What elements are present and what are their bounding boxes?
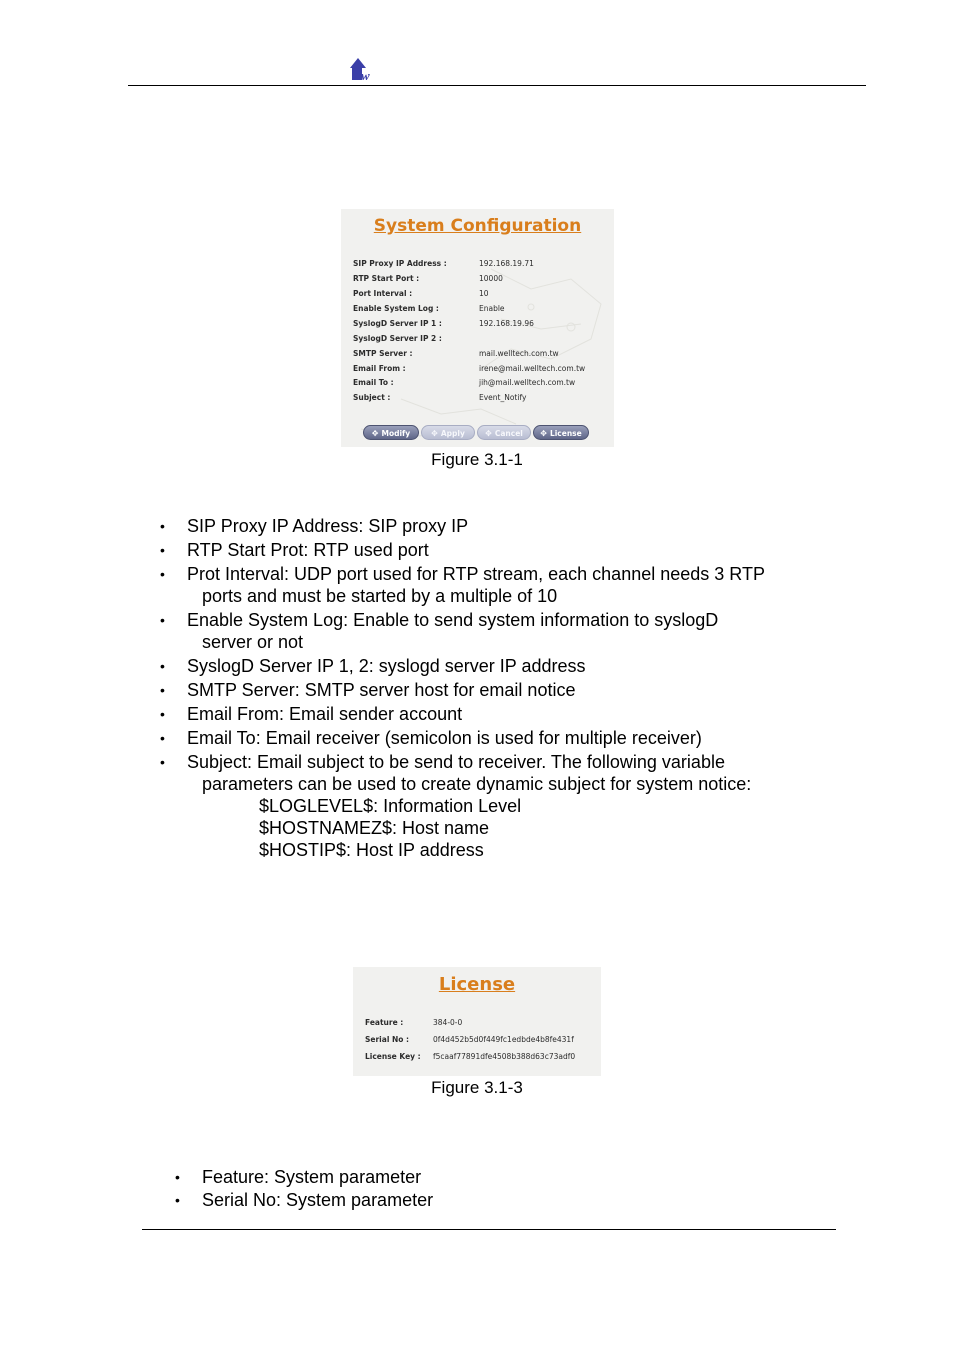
setting-value: Event_Notify — [479, 393, 527, 402]
list-item: • SyslogD Server IP 1, 2: syslogd server IP address — [160, 656, 586, 676]
setting-value: 10000 — [479, 274, 503, 283]
setting-label: SIP Proxy IP Address : — [353, 259, 447, 268]
setting-row — [341, 377, 614, 389]
list-item: • Feature: System parameter — [175, 1167, 422, 1187]
apply-button[interactable] — [421, 425, 475, 440]
license-row — [353, 1051, 601, 1063]
move-icon: ✥ — [371, 429, 379, 438]
setting-label: Subject : — [353, 393, 391, 402]
panel-title: System Configuration — [373, 216, 582, 236]
setting-label: Enable System Log : — [353, 304, 439, 313]
list-item: • Serial No: System parameter — [175, 1190, 434, 1210]
setting-row — [341, 258, 614, 270]
license-label: License Key : — [365, 1052, 421, 1061]
setting-row — [341, 392, 614, 404]
system-configuration-panel — [341, 209, 614, 447]
list-item: • SMTP Server: SMTP server host for email notice — [160, 680, 576, 700]
figure-caption: Figure 3.1-1 — [431, 450, 523, 469]
setting-label: SyslogD Server IP 2 : — [353, 334, 442, 343]
settings-description-list — [160, 515, 840, 861]
cancel-button-label: Cancel — [494, 429, 523, 438]
setting-row — [341, 273, 614, 285]
apply-button-label: Apply — [440, 429, 465, 438]
setting-value: 192.168.19.96 — [479, 319, 534, 328]
setting-value: jih@mail.welltech.com.tw — [479, 378, 576, 387]
svg-text:w: w — [361, 68, 370, 82]
company-logo-icon — [350, 56, 380, 82]
move-icon: ✥ — [540, 429, 547, 438]
list-item: • Email To: Email receiver (semicolon is used for multiple receiver) — [160, 728, 702, 748]
footer-divider — [142, 1229, 836, 1230]
setting-label: Email From : — [353, 364, 406, 373]
list-item: • RTP Start Prot: RTP used port — [160, 540, 429, 560]
panel-title: License — [438, 974, 516, 995]
list-item: • SIP Proxy IP Address: SIP proxy IP — [160, 516, 469, 536]
move-icon: ✥ — [431, 429, 438, 438]
variable-line: $LOGLEVEL$: Information Level — [259, 796, 522, 816]
setting-row — [341, 318, 614, 330]
list-item: • Subject: Email subject to be send to receiver. The following variable parameters can be used to create dynamic subject for system notice: $LOGLEVEL$: Information Level $HOSTNAMEZ$: Host name $HOSTIP$: Host IP address — [160, 751, 840, 861]
license-value: 0f4d452b5d0f449fc1edbde4b8fe431f — [433, 1035, 574, 1044]
setting-row — [341, 333, 614, 345]
setting-label: SyslogD Server IP 1 : — [353, 319, 442, 328]
license-panel — [353, 967, 601, 1076]
setting-row — [341, 303, 614, 315]
cancel-button[interactable] — [477, 425, 531, 440]
license-button-label: License — [549, 429, 582, 438]
license-value: 384-0-0 — [433, 1018, 463, 1027]
header-divider — [128, 85, 866, 86]
variable-line: $HOSTNAMEZ$: Host name — [259, 818, 490, 838]
setting-value: 192.168.19.71 — [479, 259, 534, 268]
setting-row — [341, 363, 614, 375]
setting-label: Port Interval : — [353, 289, 413, 298]
list-item: • Email From: Email sender account — [160, 704, 463, 724]
setting-label: Email To : — [353, 378, 394, 387]
variable-line: $HOSTIP$: Host IP address — [259, 840, 484, 860]
license-label: Serial No : — [365, 1035, 410, 1044]
list-item: • Enable System Log: Enable to send system information to syslogD server or not — [160, 610, 719, 652]
setting-value: Enable — [479, 304, 505, 313]
move-icon: ✥ — [485, 429, 492, 438]
license-row — [353, 1017, 601, 1029]
figure-caption: Figure 3.1-3 — [431, 1078, 523, 1097]
license-value: f5caaf77891dfe4508b388d63c73adf0 — [433, 1052, 576, 1061]
license-row — [353, 1034, 601, 1046]
modify-button-label: Modify — [381, 429, 411, 438]
license-label: Feature : — [365, 1018, 404, 1027]
setting-row — [341, 288, 614, 300]
license-description-list — [175, 1166, 775, 1211]
license-button[interactable] — [533, 425, 589, 440]
setting-label: SMTP Server : — [353, 349, 413, 358]
list-item: • Prot Interval: UDP port used for RTP stream, each channel needs 3 RTP ports and must be started by a multiple of 10 — [160, 564, 765, 606]
setting-value: mail.welltech.com.tw — [479, 349, 559, 358]
setting-value: 10 — [479, 289, 489, 298]
setting-label: RTP Start Port : — [353, 274, 420, 283]
modify-button[interactable] — [363, 425, 419, 440]
setting-row — [341, 348, 614, 360]
setting-value: irene@mail.welltech.com.tw — [479, 364, 586, 373]
